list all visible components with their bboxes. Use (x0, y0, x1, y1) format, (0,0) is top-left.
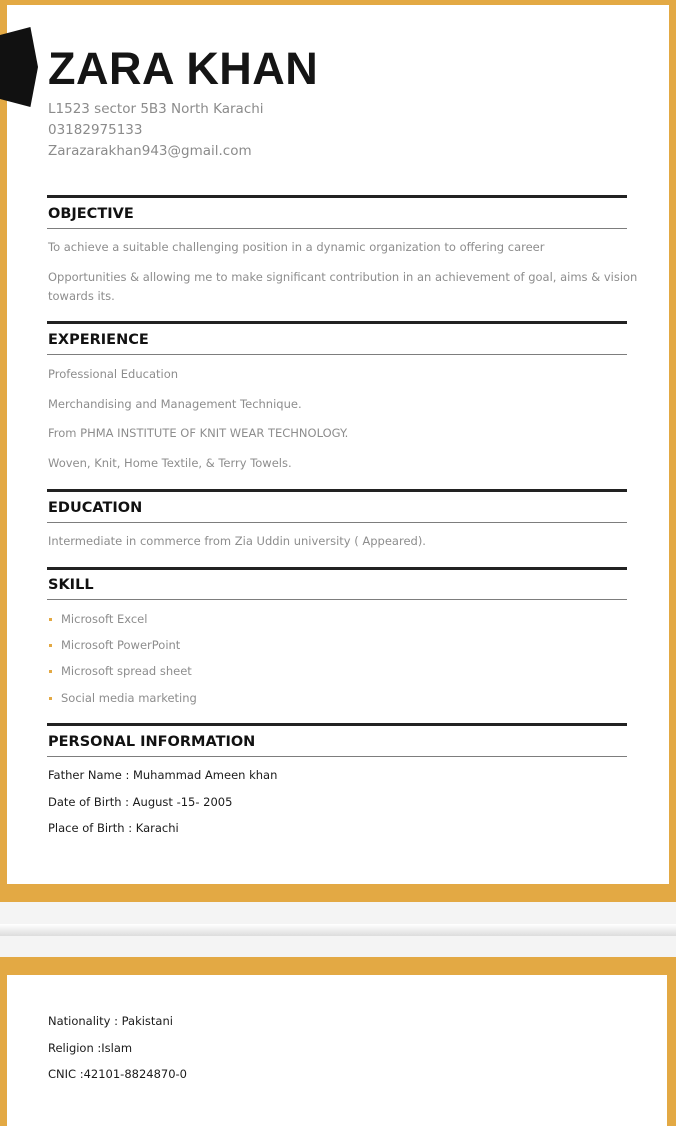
bullet-icon (49, 618, 52, 621)
personal-heading: PERSONAL INFORMATION (48, 734, 256, 750)
personal-line: Place of Birth : Karachi (48, 821, 179, 835)
personal-line: Date of Birth : August -15- 2005 (48, 795, 233, 809)
experience-line: Woven, Knit, Home Textile, & Terry Towels. (48, 456, 292, 470)
skill-item: Microsoft spread sheet (61, 664, 192, 678)
personal-line: CNIC :42101-8824870-0 (48, 1067, 187, 1081)
objective-rule-top (47, 195, 627, 198)
objective-rule-bottom (47, 228, 627, 229)
skill-rule-top (47, 567, 627, 570)
objective-line: To achieve a suitable challenging position in a dynamic organization to offering career (48, 240, 545, 254)
header-tab-decoration (0, 27, 38, 107)
experience-heading: EXPERIENCE (48, 332, 149, 348)
objective-heading: OBJECTIVE (48, 206, 134, 222)
personal-rule-bottom (47, 756, 627, 757)
experience-rule-bottom (47, 354, 627, 355)
resume-page-2 (0, 957, 676, 1126)
experience-line: From PHMA INSTITUTE OF KNIT WEAR TECHNOLOGY. (48, 426, 349, 440)
experience-rule-top (47, 321, 627, 324)
skill-item: Social media marketing (61, 691, 197, 705)
personal-line: Father Name : Muhammad Ameen khan (48, 768, 278, 782)
education-rule-bottom (47, 522, 627, 523)
email-text: Zarazarakhan943@gmail.com (48, 143, 252, 159)
page-gap (0, 902, 676, 957)
bullet-icon (49, 644, 52, 647)
objective-line: towards its. (48, 289, 115, 303)
skill-item: Microsoft Excel (61, 612, 148, 626)
address-text: L1523 sector 5B3 North Karachi (48, 101, 264, 117)
skill-item: Microsoft PowerPoint (61, 638, 181, 652)
education-heading: EDUCATION (48, 500, 143, 516)
skill-heading: SKILL (48, 577, 94, 593)
education-line: Intermediate in commerce from Zia Uddin university ( Appeared). (48, 534, 426, 548)
experience-line: Merchandising and Management Technique. (48, 397, 302, 411)
personal-line: Religion :Islam (48, 1041, 133, 1055)
bullet-icon (49, 670, 52, 673)
bullet-icon (49, 697, 52, 700)
objective-line: Opportunities & allowing me to make significant contribution in an achievement of goal, aims & vision (48, 270, 638, 284)
skill-rule-bottom (47, 599, 627, 600)
education-rule-top (47, 489, 627, 492)
experience-line: Professional Education (48, 367, 179, 381)
phone-text: 03182975133 (48, 122, 143, 138)
personal-line: Nationality : Pakistani (48, 1014, 173, 1028)
candidate-name: ZARA KHAN (48, 43, 319, 94)
personal-rule-top (47, 723, 627, 726)
